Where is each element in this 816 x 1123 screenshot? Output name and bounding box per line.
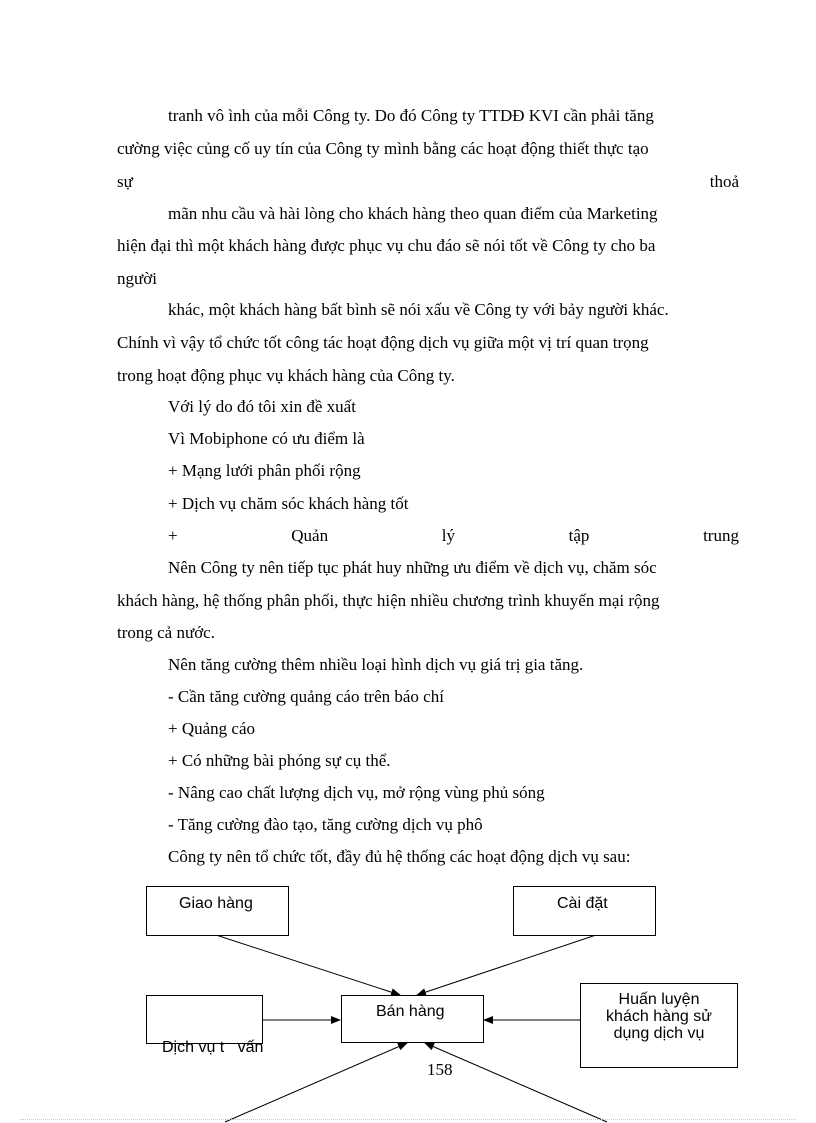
paragraph-4-line-3: trong cả nước.: [117, 623, 215, 642]
recommendation-item: + Quảng cáo: [168, 719, 256, 738]
installation-box: [513, 886, 656, 936]
paragraph-1-line-3-left: sự: [117, 172, 133, 191]
paragraph-2-line-3: người: [117, 269, 157, 288]
sales-box: [341, 995, 484, 1043]
delivery-label: Giao hàng: [179, 895, 253, 912]
training-box: [580, 983, 738, 1068]
sales-label: Bán hàng: [376, 1003, 445, 1020]
advantage-item-2: + Dịch vụ chăm sóc khách hàng tốt: [168, 494, 409, 513]
advantage-item-3-part: lý: [441, 526, 455, 545]
advantage-item-3-part: trung: [703, 526, 739, 545]
training-label-line-1: Huấn luyện: [618, 991, 700, 1008]
advantage-item-3-part: tập: [568, 526, 590, 545]
paragraph-4-line-2: khách hàng, hệ thống phân phối, thực hiện nhiều chương trình khuyến mại rộng: [117, 591, 660, 610]
recommendation-item: Công ty nên tổ chức tốt, đầy đủ hệ thống các hoạt động dịch vụ sau:: [168, 847, 631, 866]
paragraph-1-line-1: tranh vô ình của mỗi Công ty. Do đó Công ty TTDĐ KVI cần phải tăng: [168, 106, 654, 125]
recommendation-item: - Cần tăng cường quảng cáo trên báo chí: [168, 687, 444, 706]
consulting-box: [146, 995, 264, 1056]
arrow-installation-to-sales: [417, 935, 596, 995]
paragraph-4-line-1: Nên Công ty nên tiếp tục phát huy những ưu điểm về dịch vụ, chăm sóc: [168, 558, 657, 577]
paragraph-3-line-1: khác, một khách hàng bất bình sẽ nói xấu về Công ty với bảy người khác.: [168, 300, 669, 319]
advantage-intro: Vì Mobiphone có ưu điểm là: [168, 429, 365, 448]
paragraph-2-line-2: hiện đại thì một khách hàng được phục vụ chu đáo sẽ nói tốt về Công ty cho ba: [117, 236, 656, 255]
page-number: 158: [427, 1060, 453, 1079]
paragraph-1-line-3-right: thoả: [709, 172, 739, 191]
bottom-divider: [20, 1119, 796, 1120]
advantage-item-3-part: +: [168, 526, 178, 545]
consulting-label: Dịch vụ t vấn: [162, 1039, 264, 1056]
installation-label: Cài đặt: [557, 895, 608, 912]
training-label-line-2: khách hàng sử: [606, 1008, 712, 1025]
paragraph-3-line-3: trong hoạt động phục vụ khách hàng của Công ty.: [117, 366, 455, 385]
delivery-box: [146, 886, 289, 936]
proposal-intro: Với lý do đó tôi xin đề xuất: [168, 397, 356, 416]
advantage-item-3-part: Quản: [291, 526, 329, 545]
recommendation-item: + Có những bài phóng sự cụ thể.: [168, 751, 391, 770]
paragraph-2-line-1: mãn nhu cầu và hài lòng cho khách hàng theo quan điểm của Marketing: [168, 204, 658, 223]
recommendation-item: - Nâng cao chất lượng dịch vụ, mở rộng vùng phủ sóng: [168, 783, 545, 802]
recommendation-item: - Tăng cường đào tạo, tăng cường dịch vụ phô: [168, 815, 483, 834]
training-label-line-3: dụng dịch vụ: [613, 1025, 705, 1042]
advantage-item-1: + Mạng lưới phân phối rộng: [168, 461, 361, 480]
recommendations-intro: Nên tăng cường thêm nhiều loại hình dịch vụ giá trị gia tăng.: [168, 655, 584, 674]
paragraph-1-line-2: cường việc củng cố uy tín của Công ty mình bằng các hoạt động thiết thực tạo: [117, 139, 649, 158]
arrow-delivery-to-sales: [216, 935, 400, 995]
paragraph-3-line-2: Chính vì vậy tổ chức tốt công tác hoạt động dịch vụ giữa một vị trí quan trọng: [117, 333, 649, 352]
